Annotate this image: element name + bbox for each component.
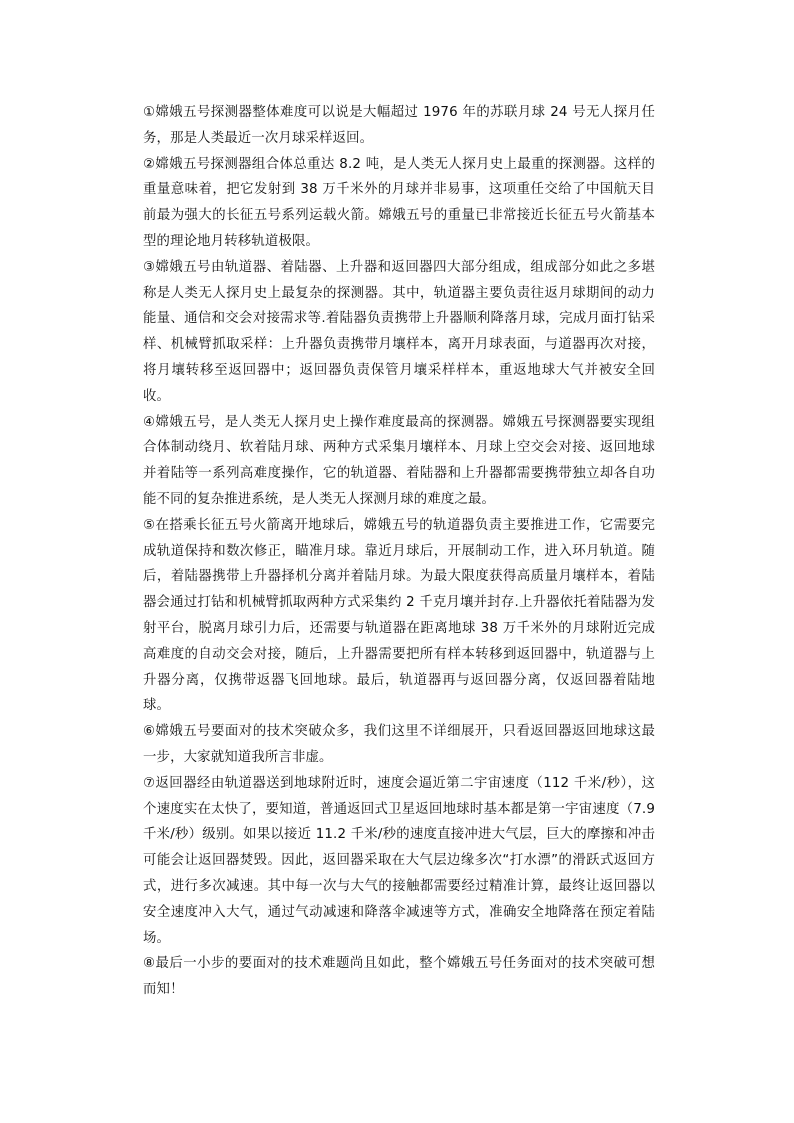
paragraph-3: ③嫦娥五号由轨道器、着陆器、上升器和返回器四大部分组成，组成部分如此之多堪称是人类无人探月史上最复杂的探测器。其中，轨道器主要负责往返月球期间的动力能量、通信和交会对接需求等.着陆器负责携带上升器顺利降落月球，完成月面打钻采样、机械臂抓取采样：上升器负责携带月壤样本，离开月球表面，与道器再次对接，将月壤转移至返回器中；返回器负责保管月壤采样样本，重返地球大气并被安全回收。 — [143, 259, 655, 404]
paragraph-8: ⑧最后一小步的要面对的技术难题尚且如此，整个嫦娥五号任务面对的技术突破可想而知！ — [143, 956, 655, 998]
paragraph-1: ①嫦娥五号探测器整体难度可以说是大幅超过 1976 年的苏联月球 24 号无人探月任务，那是人类最近一次月球采样返回。 — [143, 105, 655, 146]
document-body — [143, 100, 655, 1003]
paragraph-6: ⑥嫦娥五号要面对的技术突破众多，我们这里不详细展开，只看返回器返回地球这最一步，大家就知道我所言非虚。 — [143, 724, 655, 765]
paragraph-5: ⑤在搭乘长征五号火箭离开地球后，嫦娥五号的轨道器负责主要推进工作，它需要完成轨道保持和数次修正，瞄准月球。靠近月球后，开展制动工作，进入环月轨道。随后，着陆器携带上升器择机分离并着陆月球。为最大限度获得高质量月壤样本，着陆器会通过打钻和机械臂抓取两种方式采集约 2 千克月壤并封存.上升器依托着陆器为发射平台，脱离月球引力后，还需要与轨道器在距离地球 38 万千米外的月球附近完成高难度的自动交会对接，随后，上升器需要把所有样本转移到返回器中，轨道器与上升器分离，仅携带返器飞回地球。最后，轨道器再与返回器分离，仅返回器着陆地球。 — [143, 517, 655, 714]
paragraph-4: ④嫦娥五号，是人类无人探月史上操作难度最高的探测器。嫦娥五号探测器要实现组合体制动绕月、软着陆月球、两种方式采集月壤样本、月球上空交会对接、返回地球并着陆等一系列高难度操作，它的轨道器、着陆器和上升器都需要携带独立却各自功能不同的复杂推进系统，是人类无人探测月球的难度之最。 — [143, 414, 655, 507]
paragraph-2: ②嫦娥五号探测器组合体总重达 8.2 吨，是人类无人探月史上最重的探测器。这样的重量意味着，把它发射到 38 万千米外的月球并非易事，这项重任交给了中国航天目前最为强大的长征五号系列运载火箭。嫦娥五号的重量已非常接近长征五号火箭基本型的理论地月转移轨道极限。 — [143, 156, 655, 249]
paragraph-7: ⑦返回器经由轨道器送到地球附近时，速度会逼近第二宇宙速度（112 千米/秒），这个速度实在太快了，要知道，普通返回式卫星返回地球时基本都是第一宇宙速度（7.9 千米/秒）级别。如果以接近 11.2 千米/秒的速度直接冲进大气层，巨大的摩擦和冲击可能会让返回器焚毁。因此，返回器采取在大气层边缘多次“打水漂”的滑跃式返回方式，进行多次减速。其中每一次与大气的接触都需要经过精准计算，最终让返回器以安全速度冲入大气，通过气动减速和降落伞减速等方式，准确安全地降落在预定着陆场。 — [143, 775, 655, 946]
